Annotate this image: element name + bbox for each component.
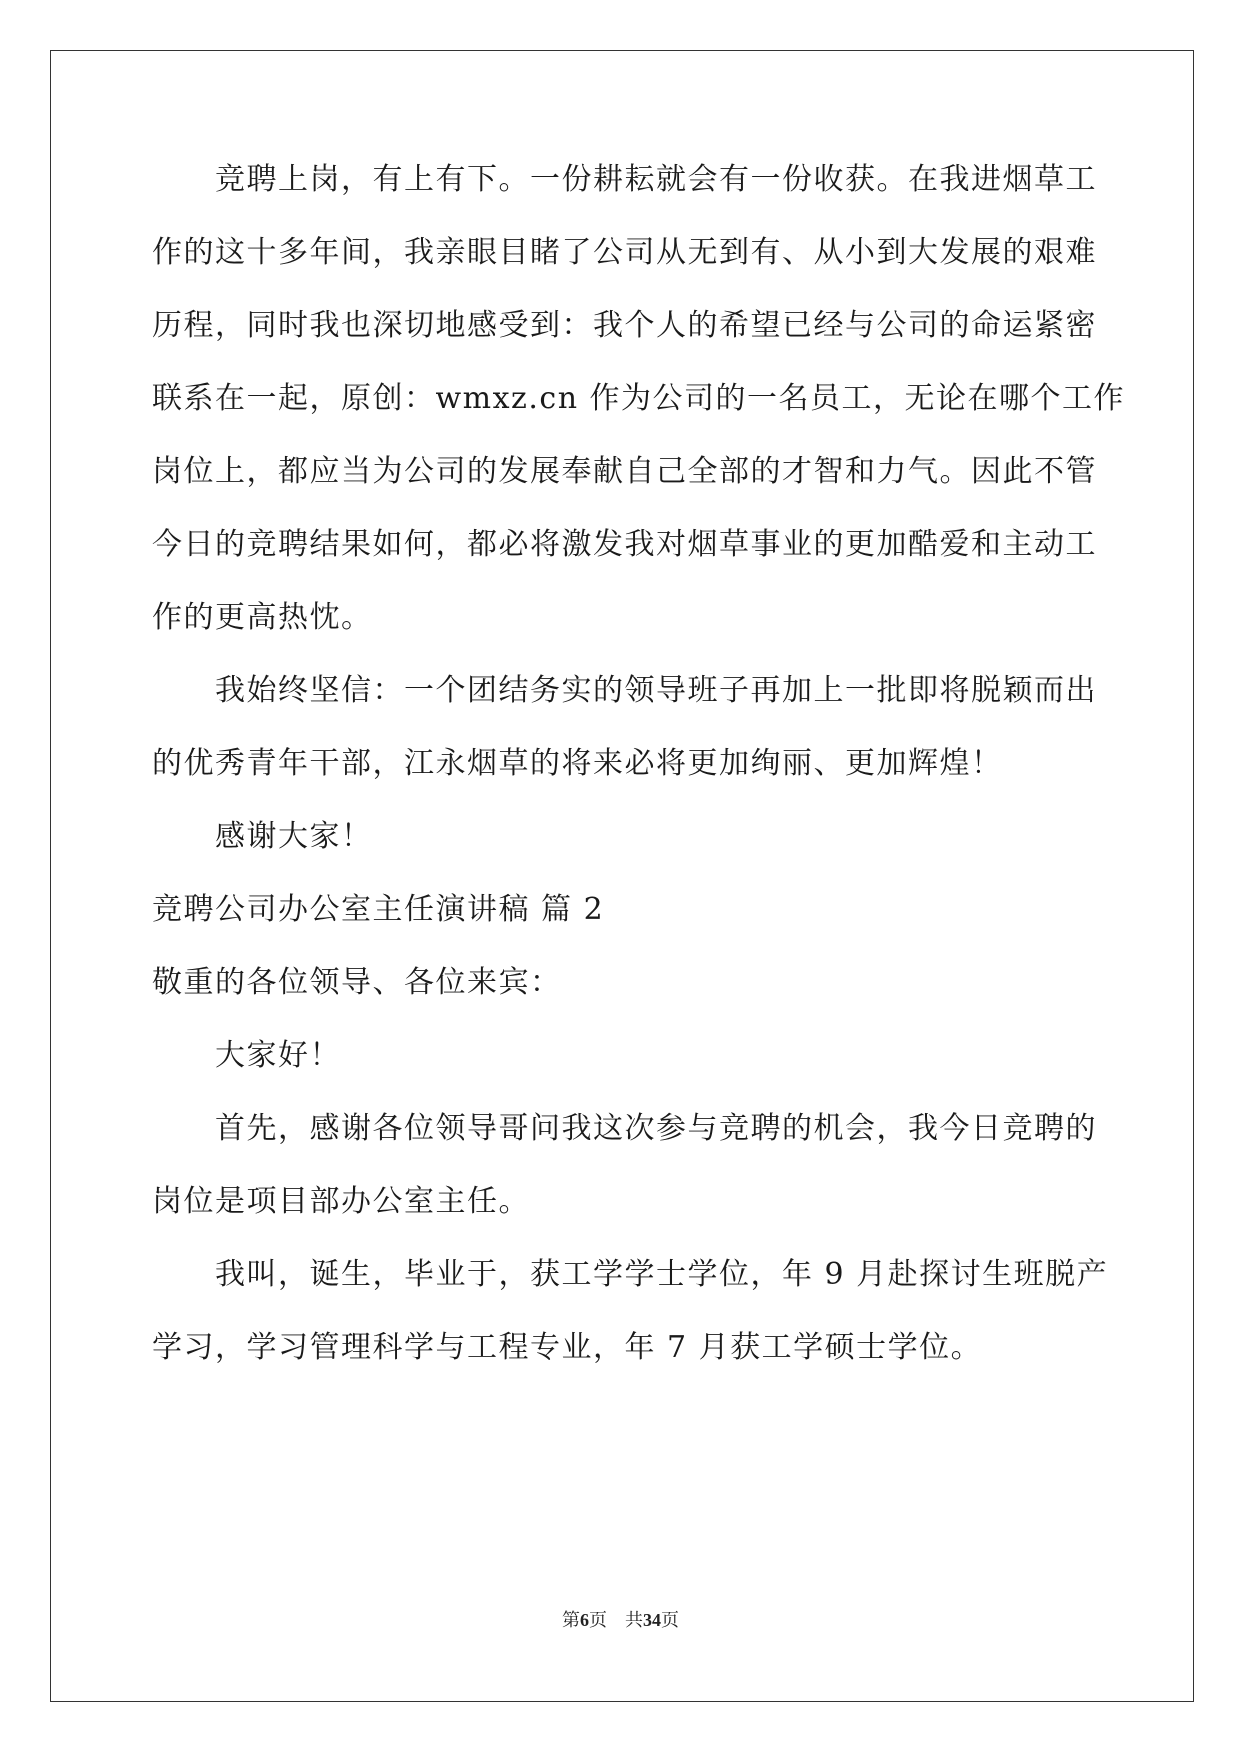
page-border xyxy=(50,50,1194,1702)
section-heading: 竞聘公司办公室主任演讲稿 篇 2 xyxy=(152,892,605,927)
paragraph-line: 联系在一起，原创：wmxz.cn 作为公司的一名员工，无论在哪个工作 xyxy=(152,381,1126,416)
paragraph-line: 作的这十多年间，我亲眼目睹了公司从无到有、从小到大发展的艰难 xyxy=(152,235,1097,270)
page-mid: 页 xyxy=(589,1610,607,1630)
paragraph-line: 岗位上，都应当为公司的发展奉献自己全部的才智和力气。因此不管 xyxy=(152,454,1097,489)
current-page-number: 6 xyxy=(580,1610,589,1630)
paragraph-line: 我始终坚信：一个团结务实的领导班子再加上一批即将脱颖而出 xyxy=(152,673,1097,708)
page-prefix: 第 xyxy=(562,1610,580,1630)
total-prefix: 共 xyxy=(625,1610,643,1630)
paragraph-line: 历程，同时我也深切地感受到：我个人的希望已经与公司的命运紧密 xyxy=(152,308,1097,343)
paragraph-line: 我叫，诞生，毕业于，获工学学士学位，年 9 月赴探讨生班脱产 xyxy=(152,1257,1109,1292)
paragraph-line: 的优秀青年干部，江永烟草的将来必将更加绚丽、更加辉煌！ xyxy=(152,746,1003,781)
total-page-number: 34 xyxy=(643,1610,661,1630)
paragraph-line: 感谢大家！ xyxy=(152,819,373,854)
paragraph-line: 首先，感谢各位领导哥问我这次参与竞聘的机会，我今日竞聘的 xyxy=(152,1111,1097,1146)
paragraph-line: 今日的竞聘结果如何，都必将激发我对烟草事业的更加酷爱和主动工 xyxy=(152,527,1097,562)
paragraph-line: 岗位是项目部办公室主任。 xyxy=(152,1184,530,1219)
paragraph-line: 作的更高热忱。 xyxy=(152,600,373,635)
paragraph-line: 竞聘上岗，有上有下。一份耕耘就会有一份收获。在我进烟草工 xyxy=(152,162,1097,197)
paragraph-line: 学习，学习管理科学与工程专业，年 7 月获工学硕士学位。 xyxy=(152,1330,983,1365)
salutation: 敬重的各位领导、各位来宾： xyxy=(152,965,562,1000)
page-footer xyxy=(0,1606,1241,1632)
total-suffix: 页 xyxy=(661,1610,679,1630)
greeting: 大家好！ xyxy=(152,1038,341,1073)
